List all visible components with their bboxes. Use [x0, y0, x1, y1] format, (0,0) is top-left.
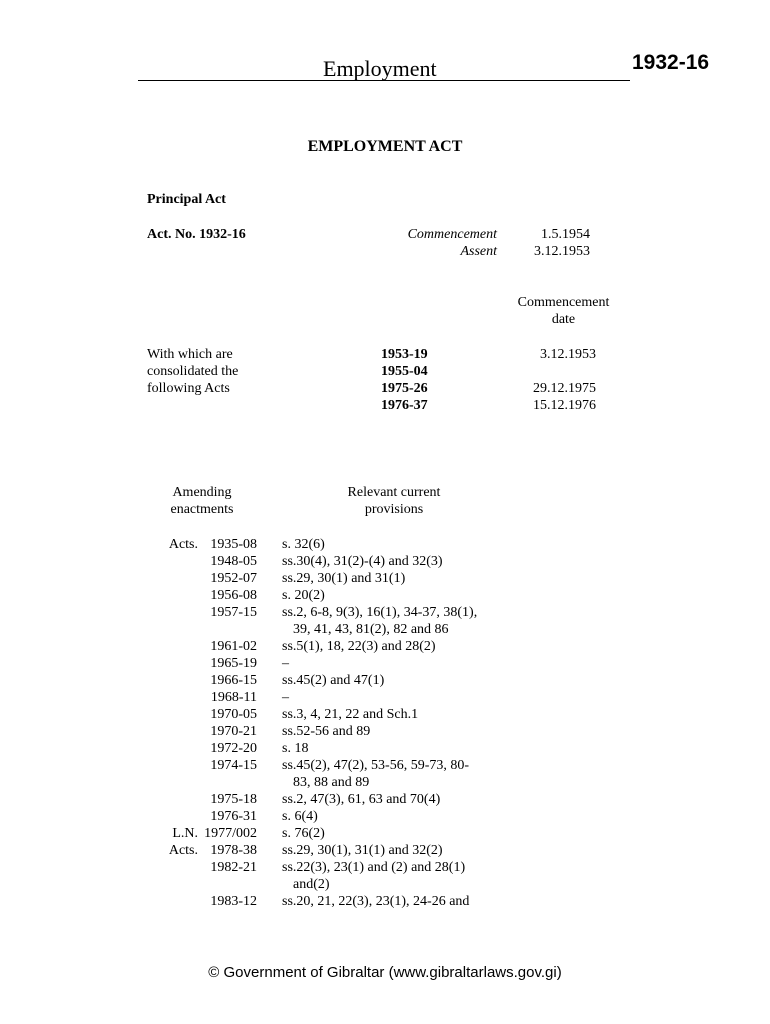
assent-date: 3.12.1953: [534, 244, 590, 259]
table-row: [0, 655, 770, 672]
provisions-header-line1: Relevant current: [347, 485, 441, 500]
row-enactment: 1975-18: [210, 792, 257, 807]
row-provisions: s. 32(6): [282, 537, 325, 552]
row-provisions: 39, 41, 43, 81(2), 82 and 86: [293, 622, 449, 637]
row-enactment: 1948-05: [210, 554, 257, 569]
table-row-continuation: [0, 621, 770, 638]
consolidated-date: 29.12.1975: [533, 381, 596, 396]
table-row: [0, 791, 770, 808]
row-provisions: ss.3, 4, 21, 22 and Sch.1: [282, 707, 419, 722]
principal-act-heading: Principal Act: [147, 192, 226, 207]
row-enactment: 1983-12: [210, 894, 257, 909]
table-row: [0, 825, 770, 842]
row-provisions: ss.2, 47(3), 61, 63 and 70(4): [282, 792, 441, 807]
commencement-date-header-line1: Commencement: [517, 295, 610, 310]
amending-header-line1: Amending: [172, 485, 232, 500]
amendments-table: [0, 536, 770, 910]
commencement-date-header-line2: date: [551, 312, 576, 327]
table-row: [0, 706, 770, 723]
table-row: [0, 859, 770, 876]
commencement-date-header: [500, 294, 627, 328]
row-enactment: 1956-08: [210, 588, 257, 603]
row-prefix: L.N.: [172, 826, 198, 841]
row-provisions: s. 76(2): [282, 826, 325, 841]
consolidated-date: 15.12.1976: [533, 398, 596, 413]
table-row: [0, 604, 770, 621]
row-provisions: ss.52-56 and 89: [282, 724, 371, 739]
row-provisions: and(2): [293, 877, 330, 892]
consolidated-date: [480, 363, 596, 380]
row-provisions: ss.5(1), 18, 22(3) and 28(2): [282, 639, 436, 654]
row-enactment: 1965-19: [210, 656, 257, 671]
row-provisions: 83, 88 and 89: [293, 775, 370, 790]
row-provisions: –: [282, 690, 289, 705]
consolidated-act: 1976-37: [381, 398, 428, 413]
provisions-header-line2: provisions: [364, 502, 424, 517]
assent-label: Assent: [460, 244, 497, 259]
row-enactment: 1970-21: [210, 724, 257, 739]
row-provisions: s. 20(2): [282, 588, 325, 603]
relevant-provisions-header: [320, 484, 468, 518]
consolidated-date: 3.12.1953: [540, 347, 596, 362]
row-enactment: 1968-11: [210, 690, 257, 705]
row-provisions: s. 6(4): [282, 809, 318, 824]
header-rule: [138, 80, 630, 81]
consolidated-label-line: consolidated the: [147, 364, 239, 379]
table-row: [0, 740, 770, 757]
row-enactment: 1952-07: [210, 571, 257, 586]
row-provisions: –: [282, 656, 289, 671]
row-enactment: 1974-15: [210, 758, 257, 773]
row-enactment: 1970-05: [210, 707, 257, 722]
row-provisions: ss.22(3), 23(1) and (2) and 28(1): [282, 860, 466, 875]
row-enactment: 1976-31: [210, 809, 257, 824]
commencement-label: Commencement: [407, 227, 497, 242]
table-row: [0, 808, 770, 825]
amending-header-line2: enactments: [170, 502, 234, 517]
row-provisions: ss.2, 6-8, 9(3), 16(1), 34-37, 38(1),: [282, 605, 478, 620]
table-row: [0, 842, 770, 859]
table-row: [0, 553, 770, 570]
table-row: [0, 723, 770, 740]
row-provisions: ss.30(4), 31(2)-(4) and 32(3): [282, 554, 443, 569]
row-enactment: 1977/002: [204, 826, 257, 841]
consolidated-label: [147, 346, 238, 397]
table-row: [0, 757, 770, 774]
row-enactment: 1966-15: [210, 673, 257, 688]
consolidated-label-line: With which are: [147, 347, 233, 362]
row-provisions: ss.29, 30(1), 31(1) and 32(2): [282, 843, 443, 858]
row-provisions: s. 18: [282, 741, 309, 756]
running-header-act-code: 1932-16: [632, 51, 710, 74]
consolidated-label-line: following Acts: [147, 381, 230, 396]
consolidated-act: 1953-19: [381, 347, 428, 362]
table-row: [0, 536, 770, 553]
table-row-continuation: [0, 774, 770, 791]
table-row: [0, 638, 770, 655]
table-row: [0, 570, 770, 587]
table-row: [0, 689, 770, 706]
commencement-date: 1.5.1954: [541, 227, 590, 242]
consolidated-acts-list: [381, 346, 428, 414]
footer-copyright: © Government of Gibraltar (www.gibraltarlaws.gov.gi): [208, 964, 562, 981]
table-row-continuation: [0, 876, 770, 893]
row-provisions: ss.20, 21, 22(3), 23(1), 24-26 and: [282, 894, 470, 909]
consolidated-act: 1975-26: [381, 381, 428, 396]
amending-enactments-header: [150, 484, 254, 518]
row-enactment: 1982-21: [210, 860, 257, 875]
row-enactment: 1978-38: [210, 843, 257, 858]
document-title: EMPLOYMENT ACT: [307, 138, 463, 155]
row-enactment: 1961-02: [210, 639, 257, 654]
row-provisions: ss.45(2), 47(2), 53-56, 59-73, 80-: [282, 758, 470, 773]
row-enactment: 1972-20: [210, 741, 257, 756]
consolidated-dates-list: [480, 346, 596, 414]
row-enactment: 1957-15: [210, 605, 257, 620]
table-row: [0, 587, 770, 604]
consolidated-act: 1955-04: [381, 364, 428, 379]
row-enactment: 1935-08: [210, 537, 257, 552]
row-prefix: Acts.: [168, 843, 198, 858]
row-provisions: ss.29, 30(1) and 31(1): [282, 571, 406, 586]
row-provisions: ss.45(2) and 47(1): [282, 673, 385, 688]
table-row: [0, 893, 770, 910]
row-prefix: Acts.: [168, 537, 198, 552]
table-row: [0, 672, 770, 689]
act-number: Act. No. 1932-16: [147, 227, 246, 242]
running-header-title: Employment: [323, 56, 437, 81]
